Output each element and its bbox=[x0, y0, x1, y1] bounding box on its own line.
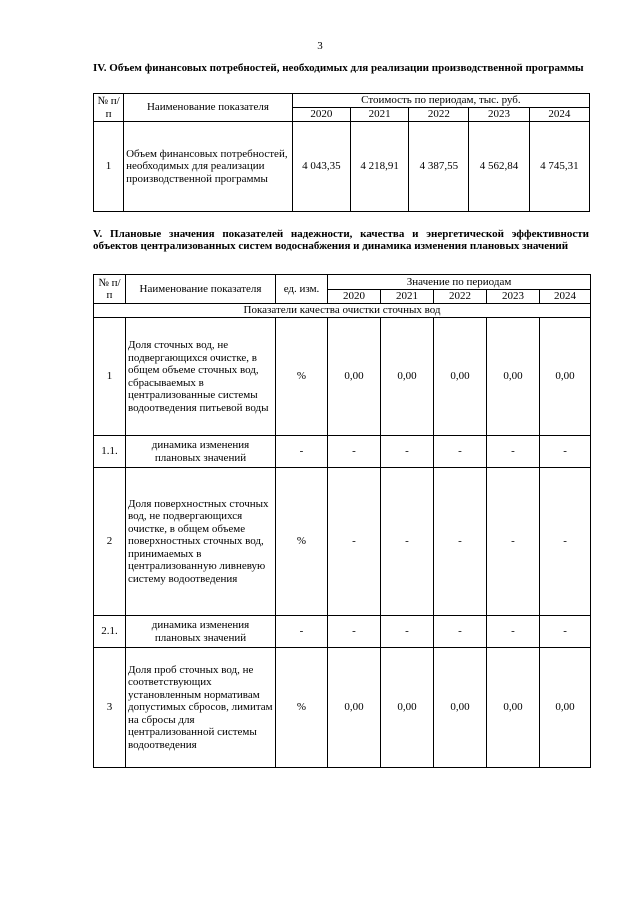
year-header: 2023 bbox=[487, 290, 540, 304]
row-unit: % bbox=[276, 318, 328, 436]
value-cell: - bbox=[540, 616, 591, 648]
header-cost: Стоимость по периодам, тыс. руб. bbox=[292, 94, 589, 108]
row-unit: % bbox=[276, 468, 328, 616]
header-unit: ед. изм. bbox=[276, 275, 328, 304]
value-cell: 0,00 bbox=[328, 318, 381, 436]
row-unit: % bbox=[276, 648, 328, 768]
value-cell: - bbox=[434, 616, 487, 648]
row-num: 3 bbox=[94, 648, 126, 768]
value-cell: 4 043,35 bbox=[292, 122, 350, 212]
value-cell: 0,00 bbox=[434, 318, 487, 436]
row-name: Объем финансовых потребностей, необходимых для реализации производственной программы bbox=[124, 122, 293, 212]
row-num: 1.1. bbox=[94, 436, 126, 468]
value-cell: - bbox=[381, 468, 434, 616]
value-cell: 0,00 bbox=[540, 318, 591, 436]
year-header: 2024 bbox=[540, 290, 591, 304]
header-num: № п/п bbox=[94, 94, 124, 122]
value-cell: 0,00 bbox=[434, 648, 487, 768]
value-cell: - bbox=[381, 616, 434, 648]
year-header: 2022 bbox=[434, 290, 487, 304]
value-cell: 4 562,84 bbox=[469, 122, 529, 212]
value-cell: - bbox=[487, 616, 540, 648]
row-name: динамика изменения плановых значений bbox=[126, 616, 276, 648]
group-title: Показатели качества очистки сточных вод bbox=[94, 304, 591, 318]
value-cell: - bbox=[487, 436, 540, 468]
row-num: 1 bbox=[94, 122, 124, 212]
value-cell: - bbox=[328, 436, 381, 468]
table-row bbox=[94, 318, 591, 436]
table-row bbox=[94, 616, 591, 648]
value-cell: - bbox=[434, 468, 487, 616]
header-name: Наименование показателя bbox=[126, 275, 276, 304]
value-cell: 0,00 bbox=[487, 648, 540, 768]
value-cell: - bbox=[328, 616, 381, 648]
table-row bbox=[94, 122, 590, 212]
header-name: Наименование показателя bbox=[124, 94, 293, 122]
row-name: Доля проб сточных вод, не соответствующих установленным нормативам допустимых сбросов, лимитам на сбросы для централизованной системы водоотведения bbox=[126, 648, 276, 768]
year-header: 2020 bbox=[328, 290, 381, 304]
table-row bbox=[94, 648, 591, 768]
value-cell: - bbox=[434, 436, 487, 468]
value-cell: 0,00 bbox=[381, 318, 434, 436]
year-header: 2020 bbox=[292, 108, 350, 122]
header-values: Значение по периодам bbox=[328, 275, 591, 290]
value-cell: - bbox=[540, 468, 591, 616]
section-5-title: V. Плановые значения показателей надежности, качества и энергетической эффективности объектов централизованных систем водоснабжения и динамика изменения плановых значений bbox=[93, 228, 589, 252]
value-cell: - bbox=[381, 436, 434, 468]
row-num: 2 bbox=[94, 468, 126, 616]
table-row bbox=[94, 436, 591, 468]
page-number: 3 bbox=[317, 40, 323, 52]
value-cell: 4 218,91 bbox=[350, 122, 408, 212]
section-4-title: IV. Объем финансовых потребностей, необходимых для реализации производственной программы bbox=[93, 62, 584, 74]
header-num: № п/п bbox=[94, 275, 126, 304]
financial-needs-table bbox=[93, 93, 590, 212]
year-header: 2021 bbox=[381, 290, 434, 304]
year-header: 2024 bbox=[529, 108, 589, 122]
value-cell: - bbox=[328, 468, 381, 616]
row-name: Доля поверхностных сточных вод, не подвергающихся очистке, в общем объеме поверхностных сточных вод, принимаемых в централизованную ливневую систему водоотведения bbox=[126, 468, 276, 616]
row-num: 2.1. bbox=[94, 616, 126, 648]
table-row bbox=[94, 468, 591, 616]
value-cell: 4 745,31 bbox=[529, 122, 589, 212]
year-header: 2021 bbox=[350, 108, 408, 122]
value-cell: - bbox=[487, 468, 540, 616]
indicators-table bbox=[93, 274, 591, 768]
year-header: 2022 bbox=[409, 108, 469, 122]
value-cell: - bbox=[540, 436, 591, 468]
year-header: 2023 bbox=[469, 108, 529, 122]
value-cell: 0,00 bbox=[540, 648, 591, 768]
row-unit: - bbox=[276, 436, 328, 468]
row-num: 1 bbox=[94, 318, 126, 436]
value-cell: 0,00 bbox=[328, 648, 381, 768]
row-name: Доля сточных вод, не подвергающихся очистке, в общем объеме сточных вод, сбрасываемых в централизованные системы водоотведения питьевой воды bbox=[126, 318, 276, 436]
value-cell: 4 387,55 bbox=[409, 122, 469, 212]
row-unit: - bbox=[276, 616, 328, 648]
value-cell: 0,00 bbox=[487, 318, 540, 436]
value-cell: 0,00 bbox=[381, 648, 434, 768]
row-name: динамика изменения плановых значений bbox=[126, 436, 276, 468]
